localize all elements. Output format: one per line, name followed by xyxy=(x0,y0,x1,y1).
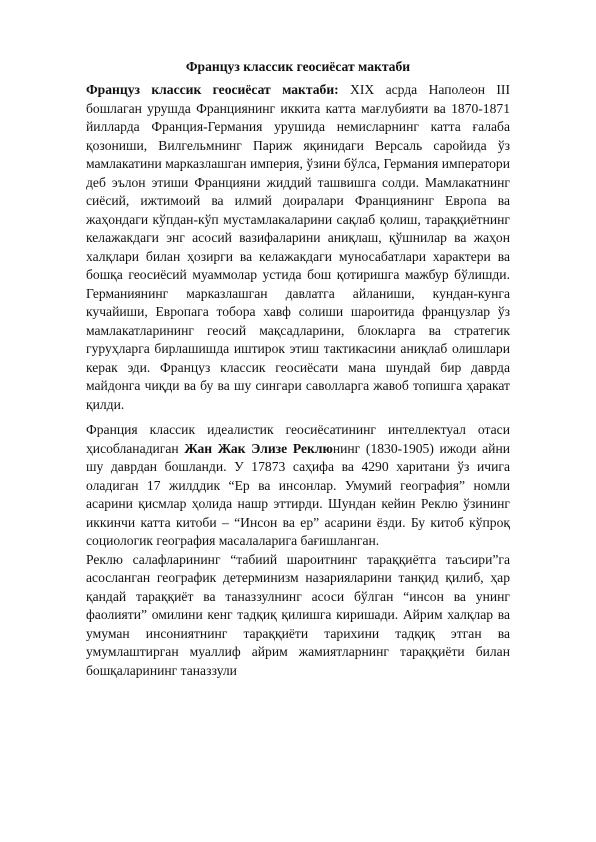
paragraph-2 xyxy=(86,421,510,551)
paragraph-3: Реклю салафларининг “табиий шароитнинг тараққиётга таъсири”га асосланган географик детерминизм назарияларини танқид қилиб, ҳар қандай тараққиёт ва таназзулнинг асоси бўлган “инсон ва унинг фаолияти” омилини кенг тадқиқ қилишга киришади. Айрим халқлар ва умуман инсониятнинг тараққиёти тарихини тадқиқ этган ва умумлаштирган муаллиф айрим жамиятларнинг тараққиёти билан бошқаларининг таназзули xyxy=(86,551,510,678)
document-page xyxy=(86,58,510,680)
paragraph-2-after: нинг (1830-1905) ижоди айни шу даврдан бошланди. У 17873 саҳифа ва 4290 харитани ўз ичига оладиган 17 жилддик “Ер ва инсонлар. Умумий география” номли асарини қисмлар ҳолида нашр эттирди. Шундан кейин Реклю ўзининг иккинчи катта китоби – “Инсон ва ер” асарини ёзди. Бу китоб кўпроқ социологик география масалаларига бағишланган. xyxy=(86,440,510,548)
paragraph-1-text: XIX асрда Наполеон III бошлаган урушда Франциянинг иккита катта мағлубияти ва 1870-1871 йилларда Франция-Германия урушида немисларнинг катта ғалаба қозониши, Вилгельмнинг Париж яқинидаги Версаль саройида ўз мамлакатини марказлашган империя, ўзини бўлса, Германия императори деб эълон этиши Францияни жиддий ташвишга солди. Мамлакатнинг сиёсий, ижтимоий ва илмий доиралари Франциянинг Европа ва жаҳондаги кўпдан-кўп мустамлакаларини сақлаб қолиш, тараққиётнинг келажакдаги энг асосий вазифаларини аниқлаш, қўшнилар ва жаҳон халқлари билан ҳозирги ва келажакдаги муносабатлари характери ва бошқа геосиёсий муаммолар устида бош қотиришга мажбур бўлишди. Германиянинг марказлашган давлатга айланиши, кундан-кунга кучайиши, Европага тобора хавф солиши шароитида французлар ўз мамлакатларининг геосий мақсадларини, блокларга ва стратегик гуруҳларга бирлашишда иштирок этиш тактикасини аниқлаб олишлари керак эди. Француз классик геосиёсати мана шундай бир даврда майдонга чиқди ва бу ва шу сингари саволларга жавоб топишга ҳаракат қилди. xyxy=(86,82,510,412)
paragraph-2-name: Жан Жак Элизе Реклю xyxy=(184,440,333,456)
paragraph-1-lead: Француз классик геосиёсат мактаби: xyxy=(86,82,339,97)
paragraph-1 xyxy=(86,81,510,414)
document-title: Француз классик геосиёсат мактаби xyxy=(185,59,411,74)
paragraph-2-before: Франция классик идеалистик геосиёсатининг интеллектуал отаси ҳисобланадиган xyxy=(86,422,510,456)
